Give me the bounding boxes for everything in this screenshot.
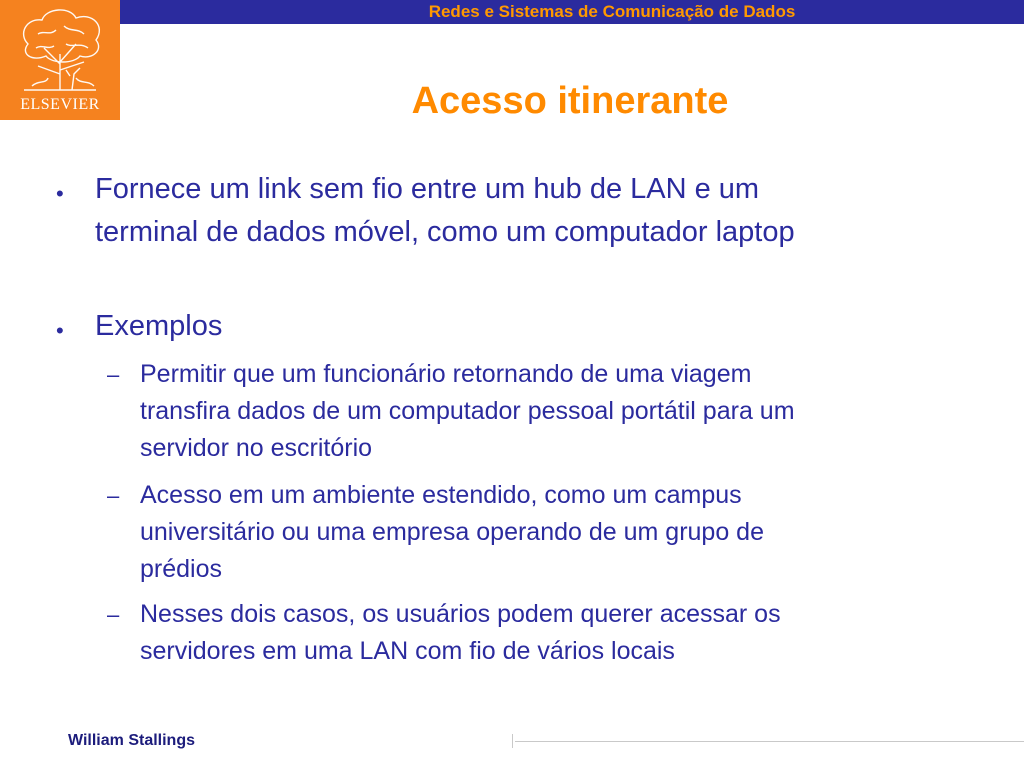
bullet-2-line-1: Exemplos xyxy=(95,310,223,342)
footer-divider-tick xyxy=(512,734,513,748)
bullet-1-line-1: Fornece um link sem fio entre um hub de LAN e um xyxy=(95,173,760,205)
subitem-2-line-2: universitário ou uma empresa operando de um grupo de xyxy=(140,518,764,546)
subitem-3-line-1: Nesses dois casos, os usuários podem querer acessar os xyxy=(140,600,781,628)
subitem-1-line-1: Permitir que um funcionário retornando de uma viagem xyxy=(140,360,752,388)
logo-text: ELSEVIER xyxy=(20,96,100,113)
subitem-marker: – xyxy=(107,362,120,387)
subitem-2-line-3: prédios xyxy=(140,555,222,583)
subitem-3-line-2: servidores em uma LAN com fio de vários locais xyxy=(140,637,675,665)
footer-divider xyxy=(515,741,1024,742)
subitem-3 xyxy=(140,596,1000,670)
bullet-1-line-2: terminal de dados móvel, como um computador laptop xyxy=(95,216,795,248)
footer-author: William Stallings xyxy=(68,732,195,749)
subitem-1 xyxy=(140,356,1000,467)
subitem-marker: – xyxy=(107,483,120,508)
slide-title: Acesso itinerante xyxy=(411,80,729,122)
bullet-2 xyxy=(95,305,995,348)
subitem-2 xyxy=(140,477,1000,588)
bullet-marker: • xyxy=(56,318,64,343)
subitem-1-line-2: transfira dados de um computador pessoal portátil para um xyxy=(140,397,795,425)
subitem-2-line-1: Acesso em um ambiente estendido, como um campus xyxy=(140,481,742,509)
subitem-1-line-3: servidor no escritório xyxy=(140,434,373,462)
subitem-marker: – xyxy=(107,602,120,627)
course-title: Redes e Sistemas de Comunicação de Dados xyxy=(428,2,796,21)
bullet-marker: • xyxy=(56,181,64,206)
bullet-1 xyxy=(95,168,995,254)
